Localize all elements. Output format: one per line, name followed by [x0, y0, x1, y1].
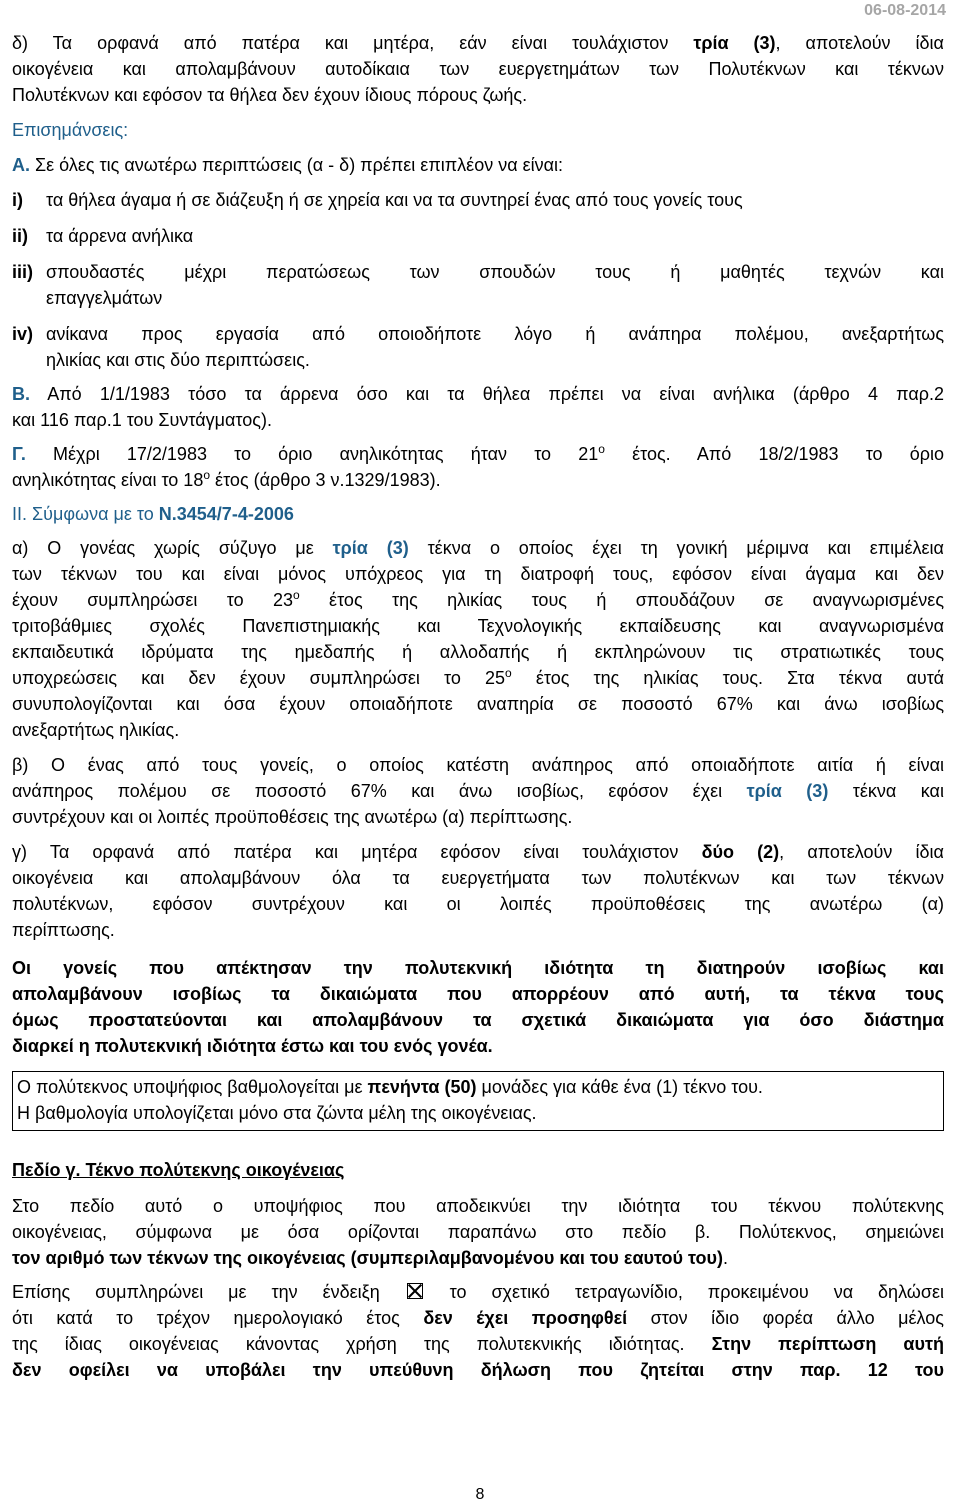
text: έτος. Από 18/2/1983 το όριο	[632, 444, 944, 464]
text: πολυτέκνων, εφόσον συντρέχουν και οι λοιπές προϋποθέσεις της ανωτέρω (α)	[12, 894, 944, 914]
note-b	[12, 381, 944, 433]
bold-text: Ν.3454/7-4-2006	[158, 504, 294, 524]
text: διαρκεί η πολυτεκνική ιδιότητα έστω και του ενός γονέα.	[12, 1036, 493, 1056]
text: όμως προστατεύονται και απολαμβάνουν τα σχετικά δικαιώματα για όσο διάστημα	[12, 1010, 944, 1030]
text: Ο πολύτεκνος υποψήφιος βαθμολογείται με	[17, 1077, 363, 1097]
list-label: iii)	[12, 262, 33, 282]
superscript: ο	[293, 588, 300, 602]
header-date: 06-08-2014	[864, 2, 946, 19]
section-ii-b	[12, 752, 944, 830]
superscript: ο	[598, 442, 605, 456]
bold-text: πενήντα (50)	[367, 1077, 477, 1097]
text: απολαμβάνουν ισοβίως τα δικαιώματα που απορρέουν από αυτή, τα τέκνα τους	[12, 984, 944, 1004]
field-paragraph-2	[12, 1279, 944, 1383]
scoring-box	[12, 1071, 944, 1131]
text: ανάπηρος πολέμου σε ποσοστό 67% και άνω ισοβίως, εφόσον έχει	[12, 781, 723, 801]
list-text: επαγγελμάτων	[46, 288, 163, 308]
text: της ίδιας οικογένειας κάνοντας χρήση της πολυτεκνικής ιδιότητας.	[12, 1334, 685, 1354]
section-ii-c	[12, 839, 944, 943]
text: συντρέχουν και οι λοιπές προϋποθέσεις της ανωτέρω (α) περίπτωσης.	[12, 807, 573, 827]
text: έτος της ηλικίας τους ή σπουδάζουν σε αναγνωρισμένες	[329, 590, 944, 610]
text: δ) Τα ορφανά από πατέρα και μητέρα, εάν είναι τουλάχιστον	[12, 33, 669, 53]
text: μονάδες για κάθε ένα (1) τέκνο του.	[481, 1077, 763, 1097]
text: τριτοβάθμιες σχολές Πανεπιστημιακής και Τεχνολογικής εκπαίδευσης και αναγνωρισμένα	[12, 616, 944, 636]
section-ii-a	[12, 535, 944, 743]
text: και 116 παρ.1 του Συντάγματος).	[12, 410, 272, 430]
page-number: 8	[475, 1486, 485, 1503]
bold-text: δεν οφείλει να υποβάλει την υπεύθυνη δήλωση που ζητείται στην παρ. 12 του	[12, 1360, 944, 1380]
field-paragraph-1	[12, 1193, 944, 1271]
list-item	[12, 321, 944, 373]
text: , αποτελούν ίδια	[775, 33, 944, 53]
note-a-label: Α.	[12, 155, 30, 175]
checked-box-icon	[407, 1283, 423, 1299]
list-label: ii)	[12, 226, 28, 246]
text: των τέκνων του και είναι μόνος υπόχρεος για τη διατροφή τους, εφόσον είναι άγαμα και δεν	[12, 564, 944, 584]
text: ΙΙ. Σύμφωνα με το	[12, 504, 154, 524]
text: υποχρεώσεις και δεν έχουν συμπληρώσει το 25	[12, 668, 505, 688]
text: έτος της ηλικίας τους. Στα τέκνα αυτά	[535, 668, 944, 688]
text: γ) Τα ορφανά από πατέρα και μητέρα εφόσον είναι τουλάχιστον	[12, 842, 679, 862]
text: ανηλικότητας είναι το 18	[12, 470, 204, 490]
text: τέκνα και	[852, 781, 944, 801]
text: ότι κατά το τρέχον ημερολογιακό έτος	[12, 1308, 400, 1328]
text: οικογένεια και απολαμβάνουν όλα τα ευεργετήματα των πολυτέκνων και των τέκνων	[12, 868, 944, 888]
bold-text: τον αριθμό των τέκνων της οικογένειας (συμπεριλαμβανομένου και του εαυτού του)	[12, 1248, 723, 1268]
text: οικογένειας, σύμφωνα με όσα ορίζονται παραπάνω στο πεδίο β. Πολύτεκνος, σημειώνει	[12, 1222, 944, 1242]
list-text: τα θήλεα άγαμα ή σε διάζευξη ή σε χηρεία και να τα συντηρεί ένας από τους γονείς τους	[46, 190, 743, 210]
text: β) Ο ένας από τους γονείς, ο οποίος κατέστη ανάπηρος από οποιαδήποτε αιτία ή είναι	[12, 755, 944, 775]
text: Η βαθμολογία υπολογίζεται μόνο στα ζώντα μέλη της οικογένειας.	[17, 1103, 537, 1123]
text: συνυπολογίζονται και όσα έχουν οποιαδήποτε αναπηρία σε ποσοστό 67% και άνω ισοβίως	[12, 694, 944, 714]
section-ii-heading	[12, 501, 944, 527]
note-a-text: Σε όλες τις ανωτέρω περιπτώσεις (α - δ) πρέπει επιπλέον να είναι:	[35, 155, 564, 175]
text: Μέχρι 17/2/1983 το όριο ανηλικότητας ήταν το 21	[53, 444, 599, 464]
bold-text: Στην περίπτωση αυτή	[711, 1334, 944, 1354]
list-item	[12, 223, 944, 249]
list-label: i)	[12, 190, 23, 210]
field-heading: Πεδίο γ. Τέκνο πολύτεκνης οικογένειας	[12, 1160, 345, 1180]
text: .	[722, 1248, 728, 1268]
list-text: ηλικίας και στις δύο περιπτώσεις.	[46, 350, 310, 370]
list-label: iv)	[12, 324, 34, 344]
bold-text: τρία (3)	[746, 781, 829, 801]
text: τέκνα ο οποίος έχει τη γονική μέριμνα και επιμέλεια	[427, 538, 944, 558]
superscript: ο	[505, 666, 512, 680]
bold-paragraph	[12, 955, 944, 1059]
text: οικογένεια και απολαμβάνουν αυτοδίκαια των ευεργετημάτων των Πολυτέκνων και τέκνων	[12, 59, 944, 79]
bold-text: δύο (2)	[701, 842, 780, 862]
section-delta	[12, 30, 944, 108]
text: έτος (άρθρο 3 ν.1329/1983).	[215, 470, 441, 490]
note-b-label: Β.	[12, 384, 30, 404]
text: το σχετικό τετραγωνίδιο, προκειμένου να δηλώσει	[449, 1282, 944, 1302]
text: περίπτωσης.	[12, 920, 115, 940]
note-c-label: Γ.	[12, 444, 26, 464]
bold-text: δεν έχει προσηφθεί	[423, 1308, 628, 1328]
list-item	[12, 187, 944, 213]
list-item	[12, 259, 944, 311]
text: Από 1/1/1983 τόσο τα άρρενα όσο και τα θήλεα πρέπει να είναι ανήλικα (άρθρο 4 παρ.2	[47, 384, 944, 404]
text: Πολυτέκνων και εφόσον τα θήλεα δεν έχουν ίδιους πόρους ζωής.	[12, 85, 528, 105]
text: στον ίδιο φορέα άλλο μέλος	[650, 1308, 944, 1328]
note-c	[12, 441, 944, 493]
list-text: τα άρρενα ανήλικα	[46, 226, 194, 246]
bold-text: τρία (3)	[332, 538, 409, 558]
text: Στο πεδίο αυτό ο υποψήφιος που αποδεικνύει την ιδιότητα του τέκνου πολύτεκνης	[12, 1196, 944, 1216]
text: εκπαιδευτικά ιδρύματα της ημεδαπής ή αλλοδαπής ή εκπληρώνουν τις στρατιωτικές τους	[12, 642, 944, 662]
text: α) Ο γονέας χωρίς σύζυγο με	[12, 538, 314, 558]
text: Επίσης συμπληρώνει με την ένδειξη	[12, 1282, 380, 1302]
text: έχουν συμπληρώσει το 23	[12, 590, 293, 610]
list-text: ανίκανα προς εργασία από οποιοδήποτε λόγο ή ανάπηρα πολέμου, ανεξαρτήτως	[46, 324, 944, 344]
text: , αποτελούν ίδια	[779, 842, 944, 862]
document-body	[12, 30, 944, 1383]
notes-heading: Επισημάνσεις:	[12, 120, 129, 140]
bold-text: τρία (3)	[693, 33, 776, 53]
text: Οι γονείς που απέκτησαν την πολυτεκνική ιδιότητα τη διατηρούν ισοβίως και	[12, 958, 944, 978]
superscript: ο	[203, 468, 211, 482]
list-text: σπουδαστές μέχρι περατώσεως των σπουδών τους ή μαθητές τεχνών και	[46, 262, 944, 282]
text: ανεξαρτήτως ηλικίας.	[12, 720, 180, 740]
